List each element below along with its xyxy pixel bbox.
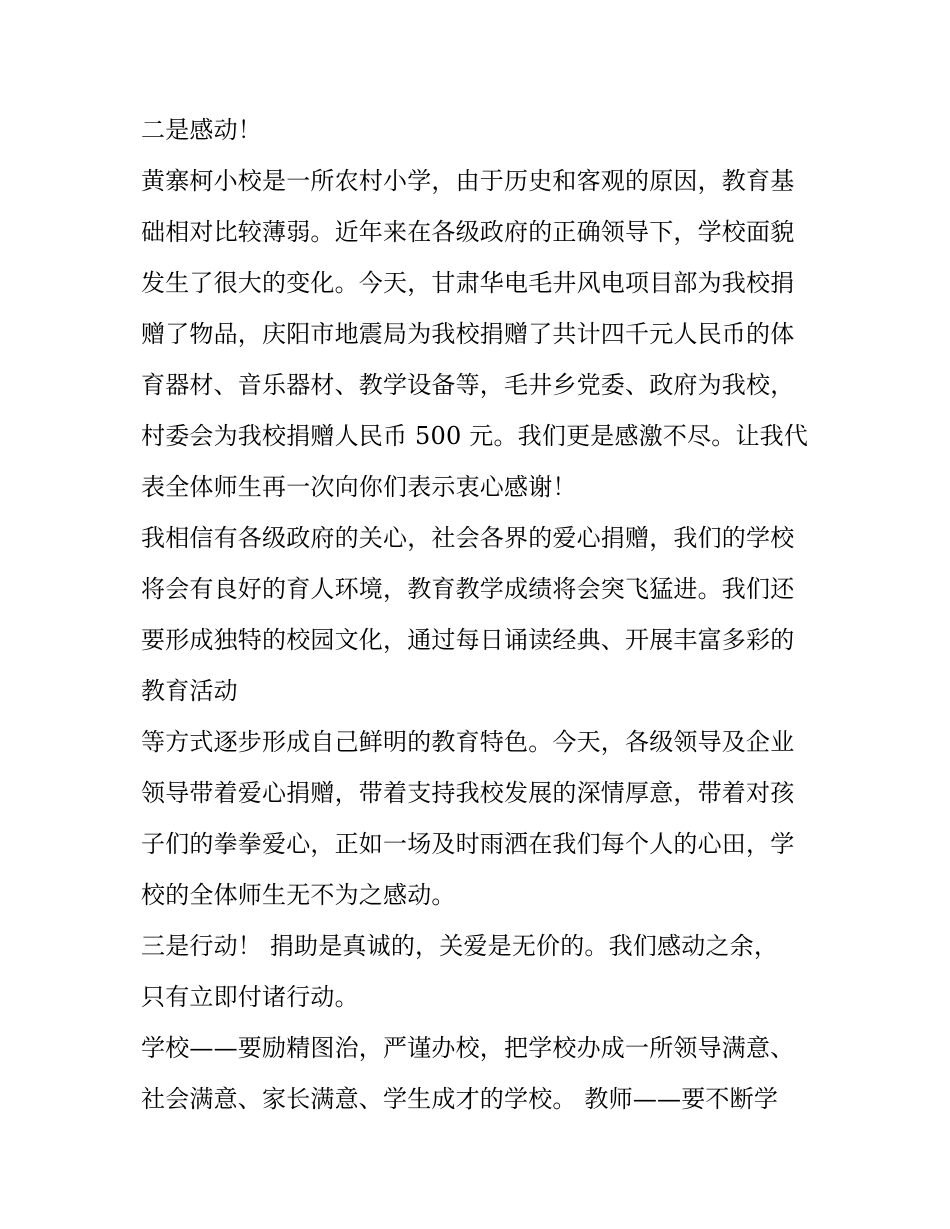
- text-line: 子们的拳拳爱心，正如一场及时雨洒在我们每个人的心田，学: [141, 830, 795, 858]
- text-line: 础相对比较薄弱。近年来在各级政府的正确领导下，学校面貌: [141, 218, 795, 246]
- text-line: 村委会为我校捐赠人民币 500 元。我们更是感激不尽。让我代: [141, 422, 809, 450]
- text-line: 教育活动: [141, 677, 238, 705]
- text-line: 学校——要励精图治，严谨办校，把学校办成一所领导满意、: [141, 1034, 795, 1062]
- text-line: 领导带着爱心捐赠，带着支持我校发展的深情厚意，带着对孩: [141, 779, 795, 807]
- text-line: 社会满意、家长满意、学生成才的学校。 教师——要不断学: [141, 1085, 779, 1113]
- text-line: 表全体师生再一次向你们表示衷心感谢！: [141, 473, 577, 501]
- text-line: 等方式逐步形成自己鲜明的教育特色。今天，各级领导及企业: [141, 728, 795, 756]
- text-line: 黄寨柯小校是一所农村小学，由于历史和客观的原因，教育基: [141, 167, 795, 195]
- text-line: 发生了很大的变化。今天，甘肃华电毛井风电项目部为我校捐: [141, 269, 795, 297]
- text-line: 校的全体师生无不为之感动。: [141, 881, 456, 909]
- document-body: [141, 105, 821, 1125]
- text-line: 只有立即付诸行动。: [141, 983, 359, 1011]
- text-line: 育器材、音乐器材、教学设备等，毛井乡党委、政府为我校，: [141, 371, 795, 399]
- paragraph-heading-moved: 二是感动！: [141, 116, 262, 144]
- text-line: 将会有良好的育人环境，教育教学成绩将会突飞猛进。我们还: [141, 575, 795, 603]
- text-line: 要形成独特的校园文化，通过每日诵读经典、开展丰富多彩的: [141, 626, 795, 654]
- text-line: 赠了物品，庆阳市地震局为我校捐赠了共计四千元人民币的体: [141, 320, 795, 348]
- paragraph-heading-action: 三是行动！ 捐助是真诚的，关爱是无价的。我们感动之余，: [141, 932, 779, 960]
- text-line: 我相信有各级政府的关心，社会各界的爱心捐赠，我们的学校: [141, 524, 795, 552]
